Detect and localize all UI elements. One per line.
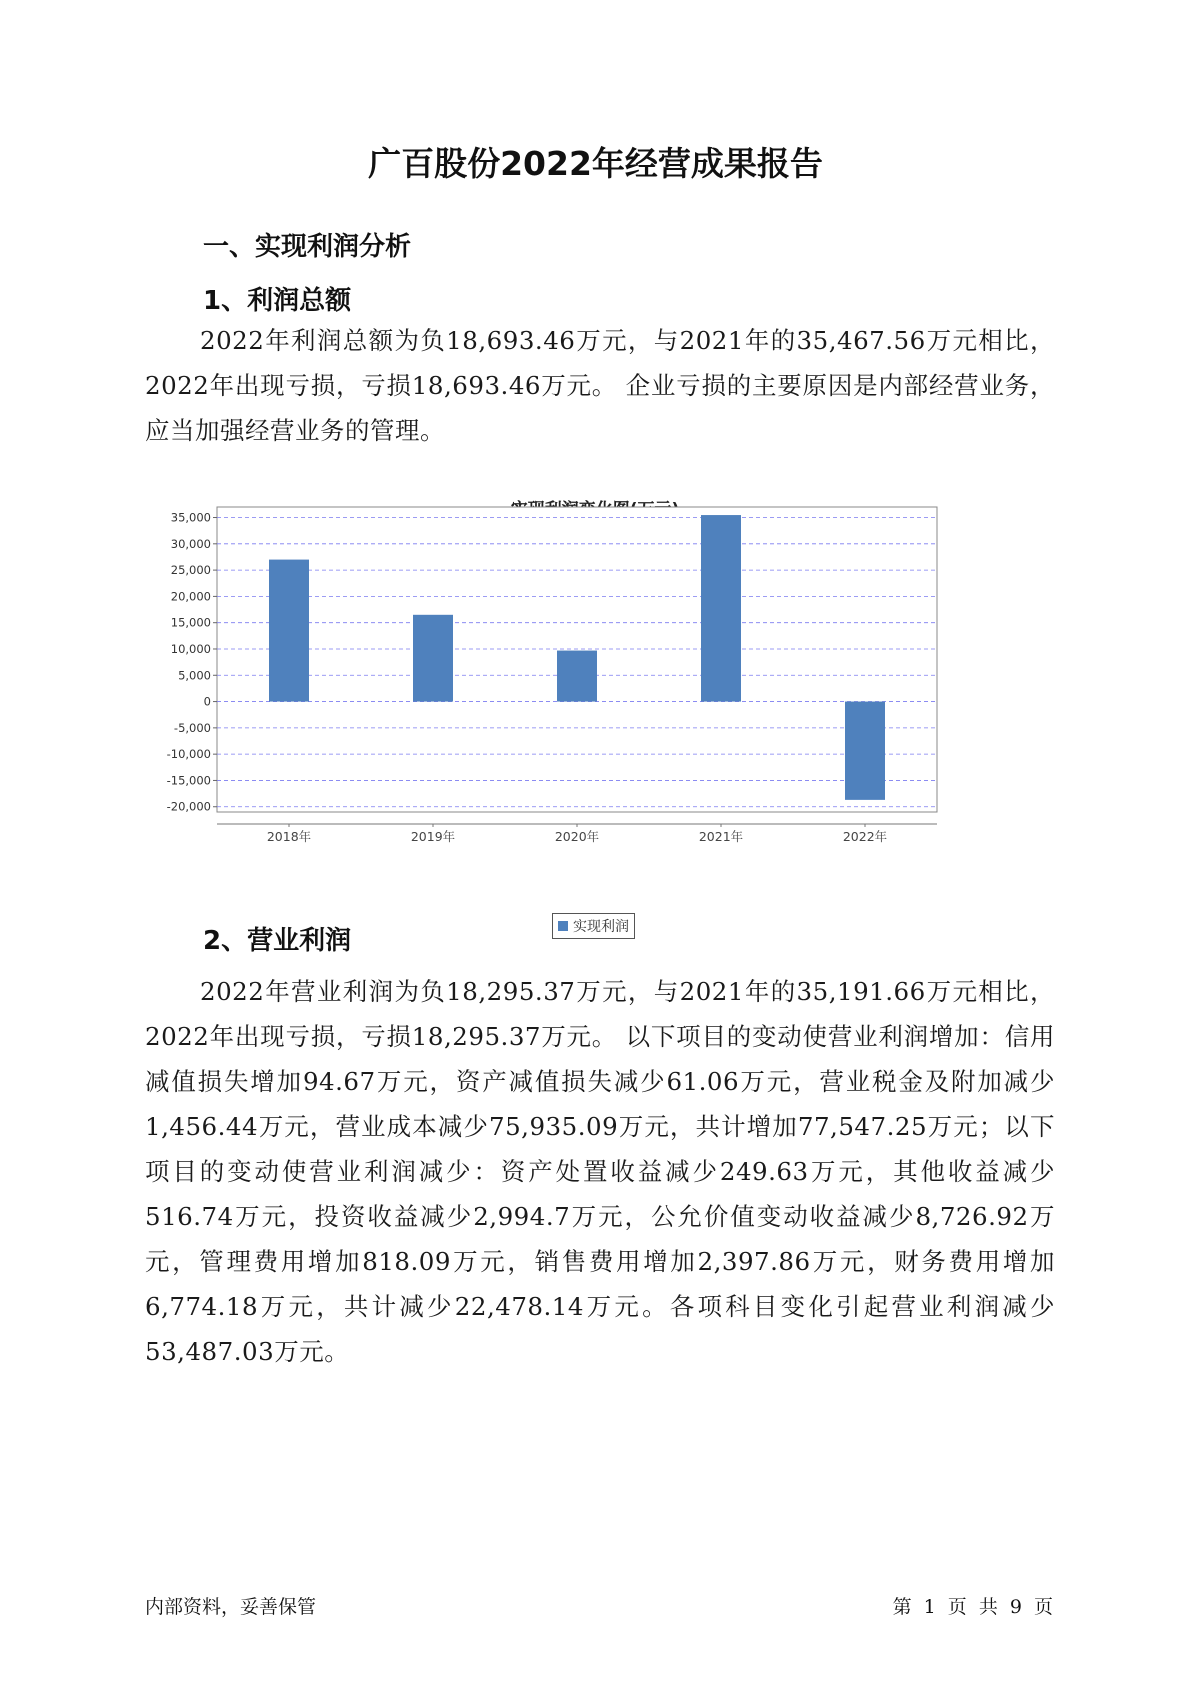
x-tick-label: 2020年 [554,829,600,844]
x-tick-label: 2021年 [698,829,744,844]
bar-2019年 [413,615,453,702]
bar-2021年 [701,515,741,702]
y-tick-label: -10,000 [166,747,211,762]
total-profit-text: 2022年利润总额为负18,693.46万元，与2021年的35,467.56万元相比，2022年出现亏损，亏损18,693.46万元。 企业亏损的主要原因是内部经营业务，应当加强经营业务的管理。 [145,326,1055,445]
y-tick-label: -20,000 [166,799,211,814]
y-tick-label: 35,000 [170,510,211,525]
chart-plot [150,495,1040,915]
document-title: 广百股份2022年经营成果报告 [368,144,823,183]
y-tick-label: 15,000 [170,615,211,630]
y-tick-label: 30,000 [170,536,211,551]
subsection-heading-total-profit: 1、利润总额 [203,286,352,316]
y-tick-label: -5,000 [173,720,211,735]
y-tick-label: 0 [203,694,211,709]
y-tick-label: 5,000 [178,668,211,683]
profit-chart [150,495,1040,955]
y-tick-label: 25,000 [170,563,211,578]
footer-page-number: 第 1 页 共 9 页 [892,1596,1053,1618]
y-tick-label: 10,000 [170,641,211,656]
y-tick-label: -15,000 [166,773,211,788]
x-tick-label: 2018年 [266,829,312,844]
bar-2022年 [845,702,885,800]
bar-2020年 [557,651,597,702]
bar-2018年 [269,560,309,702]
x-tick-label: 2022年 [842,829,888,844]
total-profit-paragraph [145,318,1055,453]
legend-swatch [558,921,568,931]
footer-confidential-note: 内部资料，妥善保管 [145,1596,317,1618]
section-heading-profit-analysis: 一、实现利润分析 [203,232,412,262]
subsection-heading-operating-profit: 2、营业利润 [203,926,352,956]
chart-legend [552,913,635,939]
x-tick-label: 2019年 [410,829,456,844]
operating-profit-paragraph [145,969,1055,1374]
legend-label: 实现利润 [573,919,629,935]
operating-profit-text: 2022年营业利润为负18,295.37万元，与2021年的35,191.66万元相比，2022年出现亏损，亏损18,295.37万元。 以下项目的变动使营业利润增加：信用减值损失增加94.67万元，资产减值损失减少61.06万元，营业税金及附加减少1,456.44万元，营业成本减少75,935.09万元，共计增加77,547.25万元；以下项目的变动使营业利润减少：资产处置收益减少249.63万元，其他收益减少516.74万元，投资收益减少2,994.7万元，公允价值变动收益减少8,726.92万元，管理费用增加818.09万元，销售费用增加2,397.86万元，财务费用增加6,774.18万元，共计减少22,478.14万元。各项科目变化引起营业利润减少53,487.03万元。 [145,977,1055,1366]
y-tick-label: 20,000 [170,589,211,604]
